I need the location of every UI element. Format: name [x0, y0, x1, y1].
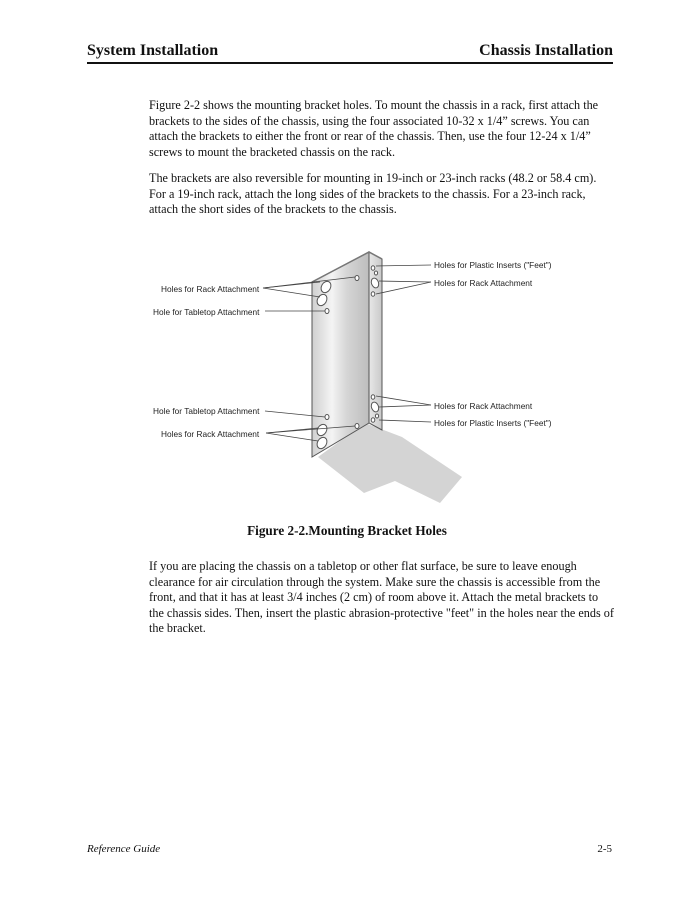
label-left-top-rack-holes: Holes for Rack Attachment	[161, 284, 260, 294]
paragraph-tabletop-placement: If you are placing the chassis on a tabletop or other flat surface, be sure to leave enough clearance for air circulation through the system. Make sure the chassis is accessible from the front, and that it has at least 3/4 inches (2 cm) of room above it. Attach the metal brackets to the chassis sides. Then, insert the plastic abrasion-protective "feet" in the holes near the ends of the bracket.	[149, 559, 614, 636]
section-title: System Installation	[87, 42, 219, 59]
footer-guide-title: Reference Guide	[87, 843, 161, 855]
subsection-title: Chassis Installation	[479, 42, 613, 59]
paragraph-mounting-intro: Figure 2-2 shows the mounting bracket holes. To mount the chassis in a rack, first attach the brackets to the sides of the chassis, using the four associated 10-32 x 1/4” screws. You can attach the brackets to either the front or rear of the chassis. Then, use the four 12-24 x 1/4” screws to mount the bracketed chassis on the rack.	[149, 98, 599, 159]
label-right-bottom-rack-holes: Holes for Rack Attachment	[434, 401, 533, 411]
figure-caption: Figure 2-2.Mounting Bracket Holes	[247, 523, 447, 538]
label-left-top-tabletop-hole: Hole for Tabletop Attachment	[153, 307, 260, 317]
label-left-bottom-tabletop-hole: Hole for Tabletop Attachment	[153, 406, 260, 416]
page-number: 2-5	[597, 843, 612, 855]
paragraph-reversible-brackets: The brackets are also reversible for mounting in 19-inch or 23-inch racks (48.2 or 58.4 cm). For a 19-inch rack, attach the long sides of the brackets to the chassis. For a 23-inch rack, attach the short sides of the brackets to the chassis.	[149, 171, 597, 217]
running-header	[87, 42, 613, 62]
label-right-top-rack-holes: Holes for Rack Attachment	[434, 278, 533, 288]
mounting-bracket-figure	[140, 245, 580, 515]
label-left-bottom-rack-holes: Holes for Rack Attachment	[161, 429, 260, 439]
label-right-top-feet-holes: Holes for Plastic Inserts ("Feet")	[434, 260, 552, 270]
header-rule	[87, 62, 613, 64]
label-right-bottom-feet-holes: Holes for Plastic Inserts ("Feet")	[434, 418, 552, 428]
